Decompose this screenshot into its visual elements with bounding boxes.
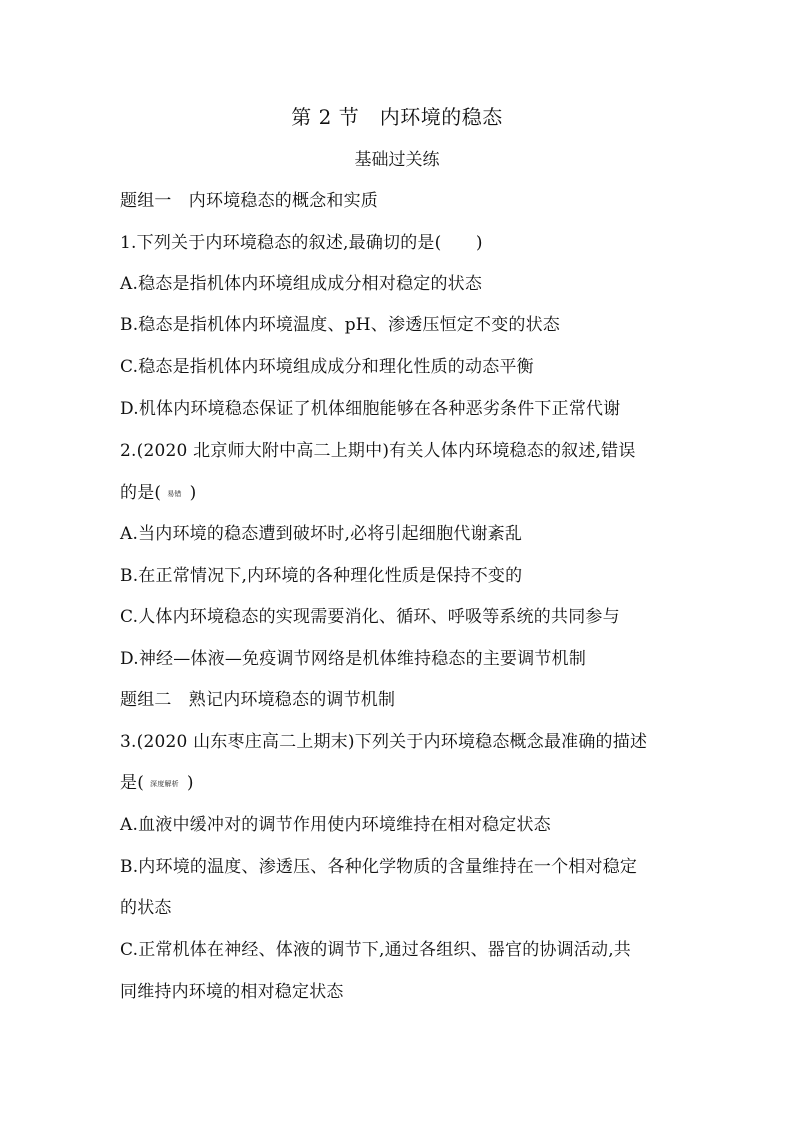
q2-stem-line1: 2.(2020 北京师大附中高二上期中)有关人体内环境稳态的叙述,错误 [120,441,636,461]
q1-option-a: A.稳态是指机体内环境组成成分相对稳定的状态 [120,274,483,294]
q2-option-a: A.当内环境的稳态遭到破坏时,必将引起细胞代谢紊乱 [120,524,523,544]
section-subtitle: 基础过关练 [354,150,440,170]
q2-option-c: C.人体内环境稳态的实现需要消化、循环、呼吸等系统的共同参与 [120,607,620,627]
q3-option-a: A.血液中缓冲对的调节作用使内环境维持在相对稳定状态 [120,815,551,835]
q1-option-c: C.稳态是指机体内环境组成成分和理化性质的动态平衡 [120,357,534,377]
q3-option-b-line1: B.内环境的温度、渗透压、各种化学物质的含量维持在一个相对稳定 [120,857,638,877]
q1-option-b: B.稳态是指机体内环境温度、pH、渗透压恒定不变的状态 [120,315,561,335]
q2-stem-suffix: ) [189,483,197,503]
section-title: 第 2 节 内环境的稳态 [291,105,503,129]
group1-heading: 题组一 内环境稳态的概念和实质 [120,191,378,211]
q2-option-b: B.在正常情况下,内环境的各种理化性质是保持不变的 [120,566,523,586]
q3-option-c-line1: C.正常机体在神经、体液的调节下,通过各组织、器官的协调活动,共 [120,940,632,960]
q2-option-d: D.神经—体液—免疫调节网络是机体维持稳态的主要调节机制 [120,649,587,669]
q3-option-c-line2: 同维持内环境的相对稳定状态 [120,982,344,1002]
q1-option-d: D.机体内环境稳态保证了机体细胞能够在各种恶劣条件下正常代谢 [120,399,621,419]
q1-stem: 1.下列关于内环境稳态的叙述,最确切的是( ) [120,233,483,253]
q2-stem-prefix: 的是( [120,483,162,503]
q2-difficulty-tag: 易错 [167,489,182,498]
q3-stem-line2 [120,772,194,794]
q3-stem-suffix: ) [186,773,194,793]
q3-stem-line1: 3.(2020 山东枣庄高二上期末)下列关于内环境稳态概念最准确的描述 [120,732,648,752]
q3-stem-prefix: 是( [120,773,145,793]
group2-heading: 题组二 熟记内环境稳态的调节机制 [120,690,396,710]
q3-option-b-line2: 的状态 [120,898,172,918]
q2-stem-line2 [120,482,196,504]
q3-analysis-tag: 深度解析 [150,779,179,788]
